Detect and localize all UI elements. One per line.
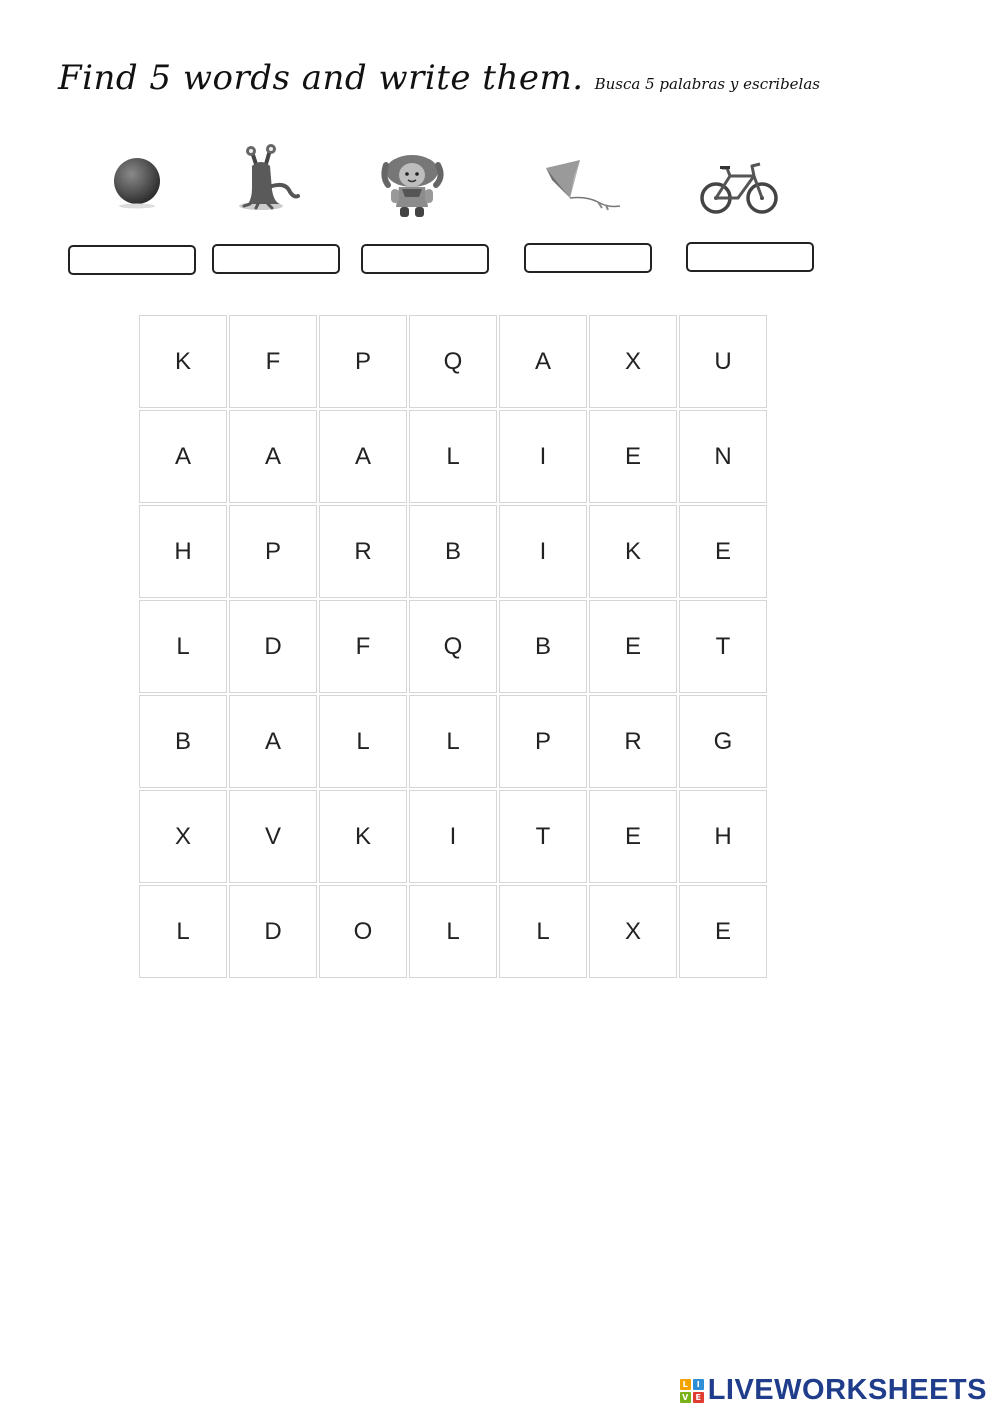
grid-cell[interactable]: X xyxy=(589,885,677,978)
grid-cell[interactable]: E xyxy=(679,505,767,598)
word-search-grid xyxy=(139,315,767,978)
grid-cell[interactable]: F xyxy=(319,600,407,693)
ball-icon xyxy=(92,140,182,220)
grid-cell[interactable]: V xyxy=(229,790,317,883)
doll-icon xyxy=(372,145,462,225)
grid-cell[interactable]: X xyxy=(589,315,677,408)
grid-cell[interactable]: T xyxy=(499,790,587,883)
grid-cell[interactable]: E xyxy=(589,600,677,693)
grid-cell[interactable]: P xyxy=(229,505,317,598)
grid-cell[interactable]: F xyxy=(229,315,317,408)
kite-icon xyxy=(540,150,630,230)
grid-cell[interactable]: E xyxy=(679,885,767,978)
grid-cell[interactable]: L xyxy=(139,885,227,978)
grid-cell[interactable]: N xyxy=(679,410,767,503)
logo-block: E xyxy=(693,1392,704,1403)
grid-cell[interactable]: E xyxy=(589,790,677,883)
liveworksheets-logo xyxy=(680,1374,987,1407)
grid-cell[interactable]: B xyxy=(139,695,227,788)
grid-cell[interactable]: A xyxy=(229,695,317,788)
grid-cell[interactable]: L xyxy=(409,885,497,978)
grid-cell[interactable]: B xyxy=(409,505,497,598)
grid-cell[interactable]: K xyxy=(139,315,227,408)
logo-block: I xyxy=(693,1379,704,1390)
grid-cell[interactable]: L xyxy=(319,695,407,788)
grid-cell[interactable]: H xyxy=(139,505,227,598)
answer-field-1[interactable] xyxy=(68,245,196,275)
grid-cell[interactable]: O xyxy=(319,885,407,978)
grid-cell[interactable]: H xyxy=(679,790,767,883)
grid-cell[interactable]: X xyxy=(139,790,227,883)
grid-cell[interactable]: A xyxy=(319,410,407,503)
title-spanish: Busca 5 palabras y escribelas xyxy=(594,75,820,93)
grid-cell[interactable]: P xyxy=(499,695,587,788)
grid-cell[interactable]: A xyxy=(229,410,317,503)
answer-field-4[interactable] xyxy=(524,243,652,273)
grid-cell[interactable]: K xyxy=(589,505,677,598)
grid-cell[interactable]: I xyxy=(499,505,587,598)
logo-block: V xyxy=(680,1392,691,1403)
grid-cell[interactable]: T xyxy=(679,600,767,693)
alien-icon xyxy=(228,140,318,220)
logo-mark-icon xyxy=(680,1379,704,1403)
grid-cell[interactable]: E xyxy=(589,410,677,503)
grid-cell[interactable]: U xyxy=(679,315,767,408)
grid-cell[interactable]: L xyxy=(499,885,587,978)
grid-cell[interactable]: G xyxy=(679,695,767,788)
grid-cell[interactable]: D xyxy=(229,600,317,693)
grid-cell[interactable]: A xyxy=(499,315,587,408)
answer-field-3[interactable] xyxy=(361,244,489,274)
logo-block: L xyxy=(680,1379,691,1390)
grid-cell[interactable]: P xyxy=(319,315,407,408)
grid-cell[interactable]: L xyxy=(139,600,227,693)
bike-icon xyxy=(694,150,784,230)
grid-cell[interactable]: L xyxy=(409,695,497,788)
grid-cell[interactable]: R xyxy=(589,695,677,788)
grid-cell[interactable]: I xyxy=(499,410,587,503)
worksheet-title xyxy=(58,58,820,98)
grid-cell[interactable]: I xyxy=(409,790,497,883)
title-english: Find 5 words and write them. xyxy=(58,58,584,98)
logo-text: LIVEWORKSHEETS xyxy=(707,1374,987,1406)
grid-cell[interactable]: Q xyxy=(409,600,497,693)
grid-cell[interactable]: K xyxy=(319,790,407,883)
grid-cell[interactable]: L xyxy=(409,410,497,503)
grid-cell[interactable]: Q xyxy=(409,315,497,408)
grid-cell[interactable]: B xyxy=(499,600,587,693)
grid-cell[interactable]: D xyxy=(229,885,317,978)
answer-field-5[interactable] xyxy=(686,242,814,272)
grid-cell[interactable]: R xyxy=(319,505,407,598)
answer-field-2[interactable] xyxy=(212,244,340,274)
grid-cell[interactable]: A xyxy=(139,410,227,503)
